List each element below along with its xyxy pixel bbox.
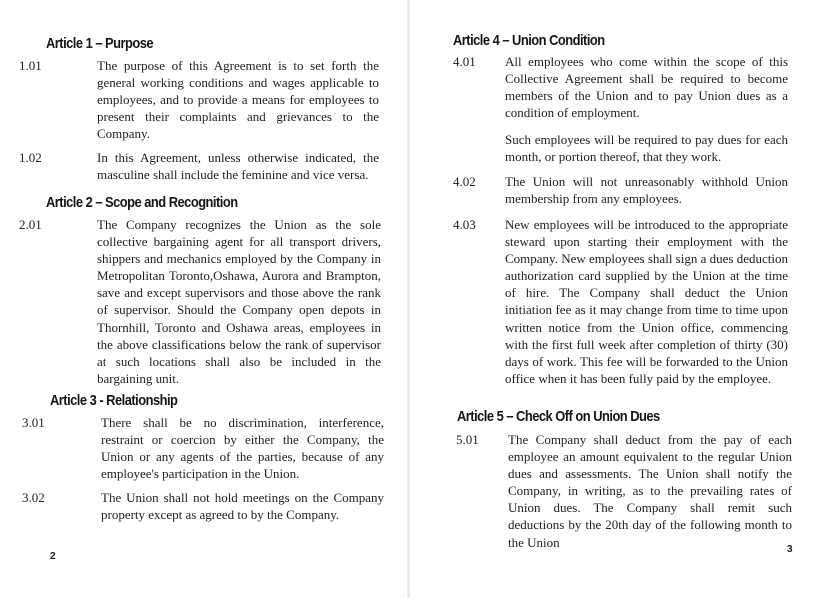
left-page [0,0,409,598]
clause-number: 4.01 [453,54,476,69]
right-page [409,0,819,598]
clause-text: Such employees will be required to pay dues for each month, or portion thereof, that they work. [505,132,788,165]
clause-text: The Union shall not hold meetings on the Company property except as agreed to by the Company. [101,490,384,523]
clause-text: The Company recognizes the Union as the sole collective bargaining agent for all transport drivers, shippers and mechanics employed by the Company in Metropolitan Toronto,Oshawa, Aurora and Brampton, save and except supervisors and those above the rank of supervisor. Should the Company open depots in Thornhill, Toronto and Oshawa areas, employees in the above classifications below the rank of supervisor at such locations shall also be included in the bargaining unit. [97,217,381,386]
clause-text: In this Agreement, unless otherwise indicated, the masculine shall include the feminine and vice versa. [97,150,379,183]
clause-text: The purpose of this Agreement is to set forth the general working conditions and wages applicable to employees, and to provide a means for employees to present their complaints and grievances to the Company. [97,58,379,142]
clause-text: The Company shall deduct from the pay of each employee an amount equivalent to the regular Union dues and assessments. The Union shall notify the Company, in writing, as to the prevailing rates of Union dues. The Company shall remit such deductions by the 20th day of the following month to the Union [508,432,792,550]
article-2-heading: Article 2 – Scope and Recognition [46,194,238,211]
article-3-heading: Article 3 - Relationship [50,392,178,409]
clause-text: The Union will not unreasonably withhold Union membership from any employees. [505,174,788,207]
clause-number: 3.01 [22,415,45,430]
clause-number: 4.03 [453,217,476,232]
clause-number: 2.01 [19,217,42,232]
page-number: 3 [787,544,793,555]
clause-text: All employees who come within the scope of this Collective Agreement shall be required to become members of the Union and to pay Union dues as a condition of employment. [505,54,788,121]
page-number: 2 [50,551,56,562]
clause-text: New employees will be introduced to the appropriate steward upon starting their employment with the Company. New employees shall sign a dues deduction authorization card supplied by the Union at the time of hire. The Company shall deduct the Union initiation fee as it may change from time to time upon written notice from the Union office, commencing with the first full week after completion of thirty (30) days of work. This fee will be forwarded to the Union office when it has been fully paid by the employee. [505,217,788,386]
article-5-heading: Article 5 – Check Off on Union Dues [457,408,660,425]
clause-body [505,53,788,166]
article-1-heading: Article 1 – Purpose [46,35,154,52]
clause-number: 5.01 [456,432,479,447]
clause-number: 3.02 [22,490,45,505]
clause-number: 1.01 [19,58,42,73]
article-4-heading: Article 4 – Union Condition [453,32,605,49]
clause-number: 1.02 [19,150,42,165]
clause-number: 4.02 [453,174,476,189]
clause-text: There shall be no discrimination, interference, restraint or coercion by either the Company, the Union or any agents of the parties, because of any employee's participation in the Union. [101,415,384,482]
